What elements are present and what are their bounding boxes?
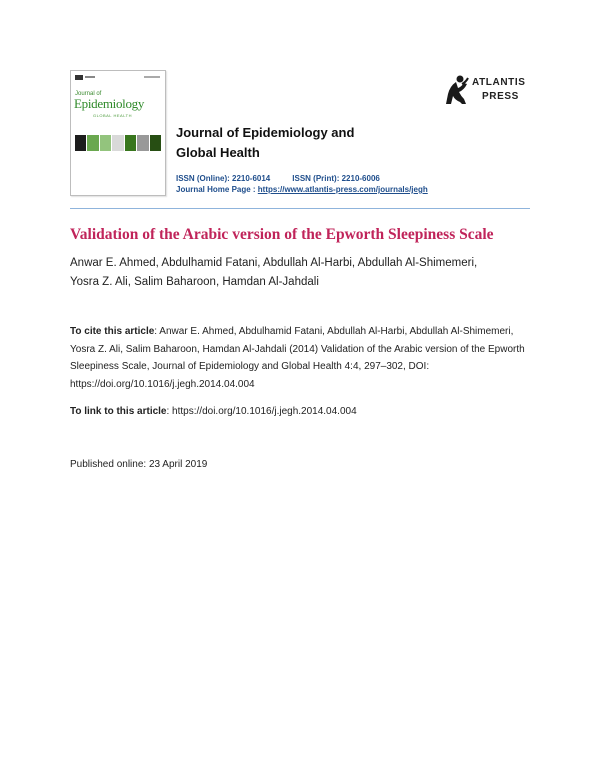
header-divider — [70, 208, 530, 209]
cover-strip-tile — [150, 135, 161, 151]
cover-subtitle: GLOBAL HEALTH — [93, 113, 132, 118]
publisher-name-line1: ATLANTIS — [472, 77, 526, 88]
article-authors — [70, 254, 540, 292]
cover-strip-tile — [125, 135, 136, 151]
issn-online: ISSN (Online): 2210-6014 — [176, 174, 271, 183]
cover-strip-tile — [75, 135, 86, 151]
journal-title-line1: Journal of Epidemiology and — [176, 125, 355, 140]
cover-issn-text — [144, 76, 160, 78]
cover-publisher-text — [85, 76, 95, 78]
journal-cover-thumbnail — [70, 70, 166, 196]
article-title: Validation of the Arabic version of the Epworth Sleepiness Scale — [70, 226, 494, 243]
journal-home-link[interactable]: https://www.atlantis-press.com/journals/jegh — [257, 185, 428, 194]
publisher-name-line2: PRESS — [482, 91, 519, 102]
cover-strip-tile — [87, 135, 98, 151]
article-link-url[interactable]: : https://doi.org/10.1016/j.jegh.2014.04.004 — [166, 406, 357, 417]
cover-publisher-logo — [75, 75, 83, 80]
citation-label: To cite this article — [70, 326, 155, 337]
issn-row — [176, 174, 380, 183]
authors-line1: Anwar E. Ahmed, Abdulhamid Fatani, Abdullah Al-Harbi, Abdullah Al-Shimemeri, — [70, 257, 478, 269]
article-link-label: To link to this article — [70, 406, 167, 417]
issn-print: ISSN (Print): 2210-6006 — [292, 174, 380, 183]
citation-text: : Anwar E. Ahmed, Abdulhamid Fatani, Abdullah Al-Harbi, Abdullah Al-Shimemeri, Yosra Z. Ali, Salim Baharoon, Hamdan Al-Jahdali (2014) Validation of the Arabic version of the Epworth Sleepiness Scale, Journal of Epidemiology and Global Health 4:4, 297–302, DOI: https://doi.org/10.1016/j.jegh.2014.04.004 — [70, 326, 525, 390]
published-date: Published online: 23 April 2019 — [70, 459, 208, 470]
citation-block — [70, 323, 540, 393]
journal-title — [176, 123, 396, 163]
atlas-figure-icon — [442, 72, 472, 106]
cover-image-strip — [75, 135, 161, 151]
cover-strip-tile — [137, 135, 148, 151]
cover-journal-of: Journal of — [75, 91, 102, 97]
atlantis-press-logo — [442, 72, 552, 122]
cover-journal-name: Epidemiology — [74, 96, 145, 111]
authors-line2: Yosra Z. Ali, Salim Baharoon, Hamdan Al-Jahdali — [70, 276, 319, 288]
journal-home-row — [176, 185, 428, 194]
journal-home-label: Journal Home Page : — [176, 185, 258, 194]
journal-title-line2: Global Health — [176, 145, 260, 160]
article-link-block — [70, 403, 540, 420]
cover-strip-tile — [100, 135, 111, 151]
cover-strip-tile — [112, 135, 123, 151]
